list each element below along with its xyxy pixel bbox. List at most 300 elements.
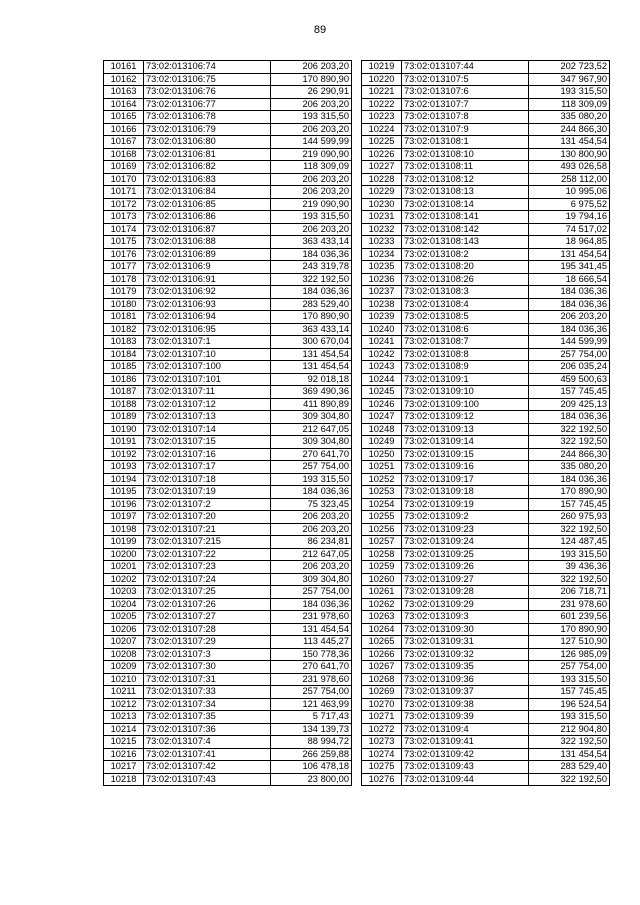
value-cell: 193 315,50 — [271, 211, 352, 224]
value-cell: 209 425,13 — [529, 398, 610, 411]
cadastral-number-cell: 73:02:013109:18 — [402, 486, 529, 499]
table-row — [104, 748, 352, 761]
row-number-cell: 10199 — [104, 536, 144, 549]
table-row — [362, 773, 610, 786]
cadastral-number-cell: 73:02:013106:86 — [144, 211, 271, 224]
table-row — [362, 698, 610, 711]
table-row — [362, 123, 610, 136]
row-number-cell: 10209 — [104, 661, 144, 674]
value-cell: 86 234,81 — [271, 536, 352, 549]
table-row — [104, 86, 352, 99]
value-cell: 130 800,90 — [529, 148, 610, 161]
value-cell: 322 192,50 — [529, 773, 610, 786]
table-row — [362, 161, 610, 174]
table-row — [104, 536, 352, 549]
table-row — [104, 761, 352, 774]
value-cell: 39 436,36 — [529, 561, 610, 574]
cadastral-number-cell: 73:02:013106:92 — [144, 286, 271, 299]
cadastral-number-cell: 73:02:013107:25 — [144, 586, 271, 599]
value-cell: 411 890,89 — [271, 398, 352, 411]
value-cell: 206 203,20 — [271, 98, 352, 111]
table-row — [104, 736, 352, 749]
value-cell: 459 500,63 — [529, 373, 610, 386]
register-table-left-body — [104, 61, 352, 786]
cadastral-number-cell: 73:02:013108:26 — [402, 273, 529, 286]
value-cell: 206 203,20 — [271, 561, 352, 574]
cadastral-number-cell: 73:02:013109:37 — [402, 686, 529, 699]
value-cell: 322 192,50 — [271, 273, 352, 286]
value-cell: 150 778,36 — [271, 648, 352, 661]
table-row — [104, 423, 352, 436]
cadastral-number-cell: 73:02:013108:13 — [402, 186, 529, 199]
value-cell: 18 666,54 — [529, 273, 610, 286]
value-cell: 257 754,00 — [271, 586, 352, 599]
value-cell: 184 036,36 — [529, 323, 610, 336]
value-cell: 335 080,20 — [529, 461, 610, 474]
table-row — [362, 573, 610, 586]
cadastral-number-cell: 73:02:013108:10 — [402, 148, 529, 161]
table-row — [104, 236, 352, 249]
cadastral-number-cell: 73:02:013109:25 — [402, 548, 529, 561]
row-number-cell: 10190 — [104, 423, 144, 436]
value-cell: 113 445,27 — [271, 636, 352, 649]
cadastral-number-cell: 73:02:013107:6 — [402, 86, 529, 99]
cadastral-number-cell: 73:02:013107:2 — [144, 498, 271, 511]
table-row — [362, 261, 610, 274]
value-cell: 193 315,50 — [529, 673, 610, 686]
table-row — [362, 323, 610, 336]
cadastral-number-cell: 73:02:013107:21 — [144, 523, 271, 536]
value-cell: 126 985,09 — [529, 648, 610, 661]
row-number-cell: 10189 — [104, 411, 144, 424]
row-number-cell: 10273 — [362, 736, 402, 749]
table-row — [104, 498, 352, 511]
cadastral-number-cell: 73:02:013108:9 — [402, 361, 529, 374]
row-number-cell: 10174 — [104, 223, 144, 236]
value-cell: 322 192,50 — [529, 436, 610, 449]
table-row — [362, 623, 610, 636]
row-number-cell: 10172 — [104, 198, 144, 211]
cadastral-number-cell: 73:02:013109:43 — [402, 761, 529, 774]
table-row — [362, 423, 610, 436]
row-number-cell: 10173 — [104, 211, 144, 224]
row-number-cell: 10181 — [104, 311, 144, 324]
row-number-cell: 10227 — [362, 161, 402, 174]
table-row — [362, 236, 610, 249]
value-cell: 92 018,18 — [271, 373, 352, 386]
value-cell: 493 026,58 — [529, 161, 610, 174]
table-row — [104, 611, 352, 624]
value-cell: 170 890,90 — [529, 486, 610, 499]
value-cell: 244 866,30 — [529, 448, 610, 461]
cadastral-number-cell: 73:02:013107:5 — [402, 73, 529, 86]
table-row — [104, 586, 352, 599]
row-number-cell: 10167 — [104, 136, 144, 149]
cadastral-number-cell: 73:02:013109:3 — [402, 611, 529, 624]
value-cell: 131 454,54 — [271, 623, 352, 636]
cadastral-number-cell: 73:02:013107:29 — [144, 636, 271, 649]
cadastral-number-cell: 73:02:013107:14 — [144, 423, 271, 436]
table-row — [362, 548, 610, 561]
table-row — [362, 461, 610, 474]
row-number-cell: 10226 — [362, 148, 402, 161]
table-row — [362, 286, 610, 299]
cadastral-number-cell: 73:02:013109:12 — [402, 411, 529, 424]
table-row — [362, 361, 610, 374]
value-cell: 26 290,91 — [271, 86, 352, 99]
cadastral-number-cell: 73:02:013106:84 — [144, 186, 271, 199]
value-cell: 322 192,50 — [529, 736, 610, 749]
row-number-cell: 10254 — [362, 498, 402, 511]
row-number-cell: 10214 — [104, 723, 144, 736]
value-cell: 212 647,05 — [271, 423, 352, 436]
row-number-cell: 10163 — [104, 86, 144, 99]
cadastral-number-cell: 73:02:013109:32 — [402, 648, 529, 661]
row-number-cell: 10243 — [362, 361, 402, 374]
value-cell: 257 754,00 — [529, 348, 610, 361]
cadastral-number-cell: 73:02:013107:215 — [144, 536, 271, 549]
table-row — [104, 136, 352, 149]
value-cell: 206 203,20 — [271, 523, 352, 536]
cadastral-number-cell: 73:02:013107:36 — [144, 723, 271, 736]
row-number-cell: 10276 — [362, 773, 402, 786]
value-cell: 322 192,50 — [529, 523, 610, 536]
row-number-cell: 10221 — [362, 86, 402, 99]
cadastral-number-cell: 73:02:013107:18 — [144, 473, 271, 486]
table-row — [362, 248, 610, 261]
table-row — [104, 723, 352, 736]
row-number-cell: 10251 — [362, 461, 402, 474]
cadastral-number-cell: 73:02:013109:13 — [402, 423, 529, 436]
row-number-cell: 10250 — [362, 448, 402, 461]
cadastral-number-cell: 73:02:013107:3 — [144, 648, 271, 661]
value-cell: 363 433,14 — [271, 323, 352, 336]
row-number-cell: 10232 — [362, 223, 402, 236]
value-cell: 184 036,36 — [271, 286, 352, 299]
row-number-cell: 10220 — [362, 73, 402, 86]
table-row — [362, 586, 610, 599]
table-row — [104, 361, 352, 374]
value-cell: 212 904,80 — [529, 723, 610, 736]
row-number-cell: 10265 — [362, 636, 402, 649]
cadastral-number-cell: 73:02:013107:4 — [144, 736, 271, 749]
value-cell: 309 304,80 — [271, 573, 352, 586]
row-number-cell: 10169 — [104, 161, 144, 174]
cadastral-number-cell: 73:02:013107:28 — [144, 623, 271, 636]
table-row — [104, 223, 352, 236]
value-cell: 131 454,54 — [529, 136, 610, 149]
table-row — [104, 436, 352, 449]
value-cell: 266 259,88 — [271, 748, 352, 761]
row-number-cell: 10249 — [362, 436, 402, 449]
table-row — [362, 448, 610, 461]
table-row — [104, 211, 352, 224]
cadastral-number-cell: 73:02:013107:27 — [144, 611, 271, 624]
value-cell: 184 036,36 — [271, 598, 352, 611]
row-number-cell: 10275 — [362, 761, 402, 774]
row-number-cell: 10271 — [362, 711, 402, 724]
value-cell: 270 641,70 — [271, 661, 352, 674]
table-row — [104, 661, 352, 674]
cadastral-number-cell: 73:02:013106:93 — [144, 298, 271, 311]
row-number-cell: 10180 — [104, 298, 144, 311]
row-number-cell: 10212 — [104, 698, 144, 711]
cadastral-number-cell: 73:02:013109:38 — [402, 698, 529, 711]
cadastral-number-cell: 73:02:013109:14 — [402, 436, 529, 449]
value-cell: 118 309,09 — [271, 161, 352, 174]
table-row — [104, 173, 352, 186]
value-cell: 170 890,90 — [529, 623, 610, 636]
cadastral-number-cell: 73:02:013106:76 — [144, 86, 271, 99]
cadastral-number-cell: 73:02:013106:79 — [144, 123, 271, 136]
value-cell: 243 319,78 — [271, 261, 352, 274]
table-row — [362, 411, 610, 424]
value-cell: 134 139,73 — [271, 723, 352, 736]
cadastral-number-cell: 73:02:013106:89 — [144, 248, 271, 261]
cadastral-number-cell: 73:02:013107:41 — [144, 748, 271, 761]
row-number-cell: 10187 — [104, 386, 144, 399]
table-row — [362, 636, 610, 649]
row-number-cell: 10222 — [362, 98, 402, 111]
cadastral-number-cell: 73:02:013106:94 — [144, 311, 271, 324]
row-number-cell: 10246 — [362, 398, 402, 411]
cadastral-number-cell: 73:02:013106:74 — [144, 61, 271, 74]
value-cell: 6 975,52 — [529, 198, 610, 211]
table-row — [104, 398, 352, 411]
row-number-cell: 10196 — [104, 498, 144, 511]
cadastral-number-cell: 73:02:013106:80 — [144, 136, 271, 149]
cadastral-number-cell: 73:02:013107:12 — [144, 398, 271, 411]
value-cell: 206 718,71 — [529, 586, 610, 599]
register-table-right-body — [362, 61, 610, 786]
table-row — [104, 523, 352, 536]
row-number-cell: 10218 — [104, 773, 144, 786]
cadastral-number-cell: 73:02:013107:22 — [144, 548, 271, 561]
row-number-cell: 10239 — [362, 311, 402, 324]
row-number-cell: 10236 — [362, 273, 402, 286]
table-row — [104, 98, 352, 111]
value-cell: 347 967,90 — [529, 73, 610, 86]
cadastral-number-cell: 73:02:013109:35 — [402, 661, 529, 674]
row-number-cell: 10258 — [362, 548, 402, 561]
cadastral-number-cell: 73:02:013107:100 — [144, 361, 271, 374]
value-cell: 131 454,54 — [529, 248, 610, 261]
value-cell: 322 192,50 — [529, 423, 610, 436]
table-row — [362, 723, 610, 736]
cadastral-number-cell: 73:02:013107:8 — [402, 111, 529, 124]
cadastral-number-cell: 73:02:013107:9 — [402, 123, 529, 136]
cadastral-number-cell: 73:02:013109:36 — [402, 673, 529, 686]
cadastral-number-cell: 73:02:013107:19 — [144, 486, 271, 499]
value-cell: 23 800,00 — [271, 773, 352, 786]
value-cell: 206 203,20 — [271, 123, 352, 136]
value-cell: 118 309,09 — [529, 98, 610, 111]
value-cell: 363 433,14 — [271, 236, 352, 249]
row-number-cell: 10204 — [104, 598, 144, 611]
row-number-cell: 10176 — [104, 248, 144, 261]
row-number-cell: 10183 — [104, 336, 144, 349]
table-row — [104, 261, 352, 274]
value-cell: 258 112,00 — [529, 173, 610, 186]
row-number-cell: 10228 — [362, 173, 402, 186]
row-number-cell: 10240 — [362, 323, 402, 336]
row-number-cell: 10269 — [362, 686, 402, 699]
table-row — [362, 686, 610, 699]
table-row — [104, 111, 352, 124]
table-row — [104, 486, 352, 499]
row-number-cell: 10268 — [362, 673, 402, 686]
row-number-cell: 10245 — [362, 386, 402, 399]
table-row — [362, 198, 610, 211]
row-number-cell: 10166 — [104, 123, 144, 136]
value-cell: 195 341,45 — [529, 261, 610, 274]
row-number-cell: 10217 — [104, 761, 144, 774]
cadastral-number-cell: 73:02:013109:24 — [402, 536, 529, 549]
value-cell: 257 754,00 — [271, 461, 352, 474]
row-number-cell: 10234 — [362, 248, 402, 261]
cadastral-number-cell: 73:02:013109:23 — [402, 523, 529, 536]
row-number-cell: 10215 — [104, 736, 144, 749]
row-number-cell: 10182 — [104, 323, 144, 336]
table-row — [362, 298, 610, 311]
cadastral-number-cell: 73:02:013107:34 — [144, 698, 271, 711]
value-cell: 283 529,40 — [529, 761, 610, 774]
row-number-cell: 10242 — [362, 348, 402, 361]
row-number-cell: 10259 — [362, 561, 402, 574]
value-cell: 131 454,54 — [529, 748, 610, 761]
value-cell: 184 036,36 — [529, 473, 610, 486]
table-row — [362, 211, 610, 224]
value-cell: 74 517,02 — [529, 223, 610, 236]
cadastral-number-cell: 73:02:013108:143 — [402, 236, 529, 249]
cadastral-number-cell: 73:02:013109:2 — [402, 511, 529, 524]
cadastral-number-cell: 73:02:013106:88 — [144, 236, 271, 249]
row-number-cell: 10224 — [362, 123, 402, 136]
table-row — [362, 386, 610, 399]
table-row — [362, 111, 610, 124]
table-row — [104, 148, 352, 161]
cadastral-number-cell: 73:02:013107:20 — [144, 511, 271, 524]
cadastral-number-cell: 73:02:013109:10 — [402, 386, 529, 399]
row-number-cell: 10261 — [362, 586, 402, 599]
row-number-cell: 10255 — [362, 511, 402, 524]
value-cell: 121 463,99 — [271, 698, 352, 711]
value-cell: 206 203,20 — [271, 173, 352, 186]
cadastral-number-cell: 73:02:013107:23 — [144, 561, 271, 574]
cadastral-number-cell: 73:02:013109:19 — [402, 498, 529, 511]
cadastral-number-cell: 73:02:013108:20 — [402, 261, 529, 274]
table-row — [104, 73, 352, 86]
cadastral-number-cell: 73:02:013107:30 — [144, 661, 271, 674]
cadastral-number-cell: 73:02:013106:75 — [144, 73, 271, 86]
row-number-cell: 10225 — [362, 136, 402, 149]
table-row — [362, 348, 610, 361]
value-cell: 193 315,50 — [271, 473, 352, 486]
value-cell: 184 036,36 — [529, 298, 610, 311]
table-row — [362, 148, 610, 161]
value-cell: 184 036,36 — [529, 411, 610, 424]
table-row — [104, 648, 352, 661]
row-number-cell: 10192 — [104, 448, 144, 461]
value-cell: 170 890,90 — [271, 311, 352, 324]
cadastral-number-cell: 73:02:013106:83 — [144, 173, 271, 186]
table-row — [104, 773, 352, 786]
value-cell: 231 978,60 — [271, 673, 352, 686]
register-table-left — [103, 60, 352, 786]
table-row — [104, 273, 352, 286]
value-cell: 106 478,18 — [271, 761, 352, 774]
cadastral-number-cell: 73:02:013109:16 — [402, 461, 529, 474]
cadastral-number-cell: 73:02:013106:77 — [144, 98, 271, 111]
cadastral-number-cell: 73:02:013109:1 — [402, 373, 529, 386]
row-number-cell: 10202 — [104, 573, 144, 586]
cadastral-number-cell: 73:02:013109:28 — [402, 586, 529, 599]
cadastral-number-cell: 73:02:013106:95 — [144, 323, 271, 336]
table-row — [104, 548, 352, 561]
row-number-cell: 10162 — [104, 73, 144, 86]
row-number-cell: 10256 — [362, 523, 402, 536]
cadastral-number-cell: 73:02:013107:31 — [144, 673, 271, 686]
row-number-cell: 10263 — [362, 611, 402, 624]
cadastral-number-cell: 73:02:013107:43 — [144, 773, 271, 786]
row-number-cell: 10170 — [104, 173, 144, 186]
cadastral-number-cell: 73:02:013109:44 — [402, 773, 529, 786]
value-cell: 309 304,80 — [271, 411, 352, 424]
value-cell: 335 080,20 — [529, 111, 610, 124]
row-number-cell: 10175 — [104, 236, 144, 249]
table-row — [104, 511, 352, 524]
table-row — [104, 561, 352, 574]
row-number-cell: 10272 — [362, 723, 402, 736]
cadastral-number-cell: 73:02:013109:27 — [402, 573, 529, 586]
value-cell: 309 304,80 — [271, 436, 352, 449]
table-row — [104, 386, 352, 399]
table-row — [104, 248, 352, 261]
row-number-cell: 10244 — [362, 373, 402, 386]
cadastral-number-cell: 73:02:013107:15 — [144, 436, 271, 449]
table-row — [104, 411, 352, 424]
cadastral-number-cell: 73:02:013109:29 — [402, 598, 529, 611]
table-row — [362, 173, 610, 186]
cadastral-number-cell: 73:02:013109:17 — [402, 473, 529, 486]
cadastral-number-cell: 73:02:013107:24 — [144, 573, 271, 586]
table-row — [104, 598, 352, 611]
row-number-cell: 10257 — [362, 536, 402, 549]
row-number-cell: 10184 — [104, 348, 144, 361]
cadastral-number-cell: 73:02:013107:17 — [144, 461, 271, 474]
row-number-cell: 10210 — [104, 673, 144, 686]
table-row — [104, 286, 352, 299]
table-row — [104, 186, 352, 199]
cadastral-number-cell: 73:02:013109:15 — [402, 448, 529, 461]
value-cell: 124 487,45 — [529, 536, 610, 549]
table-row — [104, 336, 352, 349]
table-row — [362, 561, 610, 574]
cadastral-number-cell: 73:02:013106:87 — [144, 223, 271, 236]
table-row — [362, 673, 610, 686]
table-row — [362, 473, 610, 486]
row-number-cell: 10191 — [104, 436, 144, 449]
value-cell: 157 745,45 — [529, 498, 610, 511]
row-number-cell: 10203 — [104, 586, 144, 599]
value-cell: 127 510,90 — [529, 636, 610, 649]
table-row — [362, 61, 610, 74]
value-cell: 193 315,50 — [271, 111, 352, 124]
row-number-cell: 10188 — [104, 398, 144, 411]
row-number-cell: 10194 — [104, 473, 144, 486]
value-cell: 157 745,45 — [529, 386, 610, 399]
row-number-cell: 10266 — [362, 648, 402, 661]
